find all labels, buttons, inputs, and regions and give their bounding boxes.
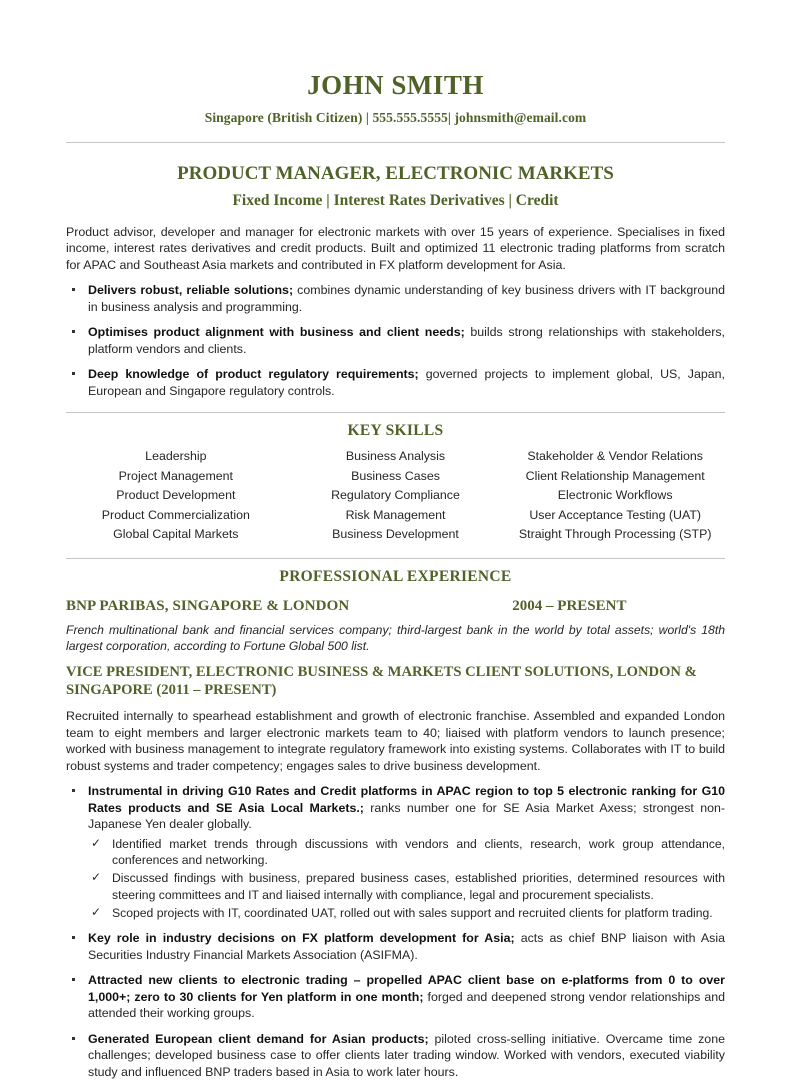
skill-item: Electronic Workflows xyxy=(557,488,673,503)
bullet-rest: ranks number one for SE Asia Market Axess; strongest non-Japanese Yen dealer globally. xyxy=(88,800,725,832)
skill-item: Global Capital Markets xyxy=(113,527,239,542)
list-item xyxy=(88,870,725,902)
skill-item: Regulatory Compliance xyxy=(331,488,460,503)
candidate-name: JOHN SMITH xyxy=(307,70,484,100)
bullet-bold-lead: Attracted new clients to electronic trading – propelled APAC client base on e-platforms from 0 to over 1,000+; zero to 30 clients for Yen platform in one month; xyxy=(88,973,725,1004)
headline-subtitle: Fixed Income | Interest Rates Derivatives | Credit xyxy=(232,191,559,209)
list-item xyxy=(66,324,725,357)
bullet-bold-lead: Generated European client demand for Asian products; xyxy=(88,1031,429,1046)
summary-paragraph: Product advisor, developer and manager for electronic markets with over 15 years of experience. Specialises in fixed income, interest rates derivatives and credit products. Built and optimized 11 electronic trading platforms from scratch for APAC and Southeast Asia markets and contributed in FX platform development for Asia. xyxy=(66,224,725,272)
company-dates: 2004 – PRESENT xyxy=(512,598,627,614)
bullet-rest: builds strong relationships with stakeholders, platform vendors and clients. xyxy=(88,325,725,356)
role-description: Recruited internally to spearhead establishment and growth of electronic franchise. Assembled and expanded London team to eight members and larger electronic markets team to 40; liaised with platform vendors to launch presence; worked with business management to integrate regulatory framework into existing systems. Collaborates with IT to build robust systems and trader competency; engages sales to drive business development. xyxy=(66,709,725,773)
section-heading-key-skills: KEY SKILLS xyxy=(347,422,444,440)
bullet-bold-lead: Optimises product alignment with business and client needs; xyxy=(88,325,465,340)
list-item xyxy=(66,783,725,833)
skill-item: Product Development xyxy=(116,488,236,503)
key-skills-grid xyxy=(66,440,725,545)
sub-bullet-text: Scoped projects with IT, coordinated UAT, rolled out with sales support and recruited clients for platform trading. xyxy=(112,905,713,920)
list-item xyxy=(88,836,725,868)
section-heading-professional-experience: PROFESSIONAL EXPERIENCE xyxy=(279,568,512,585)
role-title: VICE PRESIDENT, ELECTRONIC BUSINESS & MARKETS CLIENT SOLUTIONS, LONDON & SINGAPORE (2011 – PRESENT) xyxy=(66,664,697,698)
bullet-bold-lead: Deep knowledge of product regulatory requirements; xyxy=(88,367,419,382)
experience-sub-bullet-list xyxy=(88,836,725,921)
experience-bullet-list xyxy=(66,783,725,833)
skill-item: Business Analysis xyxy=(345,449,446,464)
skill-item: Stakeholder & Vendor Relations xyxy=(527,449,703,464)
check-icon: ✓ xyxy=(91,835,102,850)
skill-item: Leadership xyxy=(145,449,207,464)
bullet-rest: combines dynamic understanding of key business drivers with IT background in business analysis and programming. xyxy=(88,283,725,314)
skill-item: Business Cases xyxy=(351,468,440,483)
check-icon: ✓ xyxy=(91,904,102,919)
experience-bullet-list-continued xyxy=(66,930,725,1080)
sub-bullet-text: Identified market trends through discussions with vendors and clients, research, work group attendance, conferences and networking. xyxy=(112,836,725,868)
list-item xyxy=(88,905,725,921)
skill-item: Project Management xyxy=(118,468,233,483)
skills-column-1 xyxy=(66,447,286,545)
skills-column-3 xyxy=(505,447,725,545)
company-row xyxy=(66,586,725,615)
bullet-rest: acts as chief BNP liaison with Asia Securities Industry Financial Markets Association (ASIFMA). xyxy=(88,931,725,962)
bullet-rest: forged and deepened strong vendor relationships and attended their working groups. xyxy=(88,989,725,1021)
contact-line: Singapore (British Citizen) | 555.555.5555| johnsmith@email.com xyxy=(204,109,587,125)
company-name: BNP PARIBAS, SINGAPORE & LONDON xyxy=(66,598,350,614)
skill-item: Product Commercialization xyxy=(101,507,250,522)
list-item xyxy=(66,282,725,315)
list-item xyxy=(66,366,725,399)
list-item xyxy=(66,1031,725,1080)
bullet-bold-lead: Key role in industry decisions on FX platform development for Asia; xyxy=(88,931,515,946)
bullet-rest: governed projects to implement global, US, Japan, European and Singapore regulatory controls. xyxy=(88,367,725,398)
company-description: French multinational bank and financial services company; third-largest bank in the world by total assets; world's 18th largest corporation, according to Fortune Global 500 list. xyxy=(66,623,725,654)
headline-title: PRODUCT MANAGER, ELECTRONIC MARKETS xyxy=(177,162,614,184)
list-item xyxy=(66,972,725,1022)
skill-item: Risk Management xyxy=(345,507,446,522)
sub-bullet-wrapper xyxy=(66,836,725,921)
summary-bullet-list xyxy=(66,282,725,399)
list-item xyxy=(66,930,725,963)
skill-item: Straight Through Processing (STP) xyxy=(518,527,712,542)
skill-item: User Acceptance Testing (UAT) xyxy=(529,507,702,522)
skills-column-2 xyxy=(286,447,506,545)
skill-item: Business Development xyxy=(332,527,459,542)
skill-item: Client Relationship Management xyxy=(525,468,705,483)
check-icon: ✓ xyxy=(91,870,102,885)
bullet-rest: piloted cross-selling initiative. Overcame time zone challenges; developed business case to offer clients later trading window. Worked with vendors, executed viability study and influenced BNP traders based in Asia to work later hours. xyxy=(88,1031,725,1079)
bullet-bold-lead: Delivers robust, reliable solutions; xyxy=(88,283,294,298)
sub-bullet-text: Discussed findings with business, prepared business cases, established priorities, determined resources with steering committees and IT and liaised internally with compliance, legal and procurement specialists. xyxy=(112,871,725,902)
bullet-bold-lead: Instrumental in driving G10 Rates and Credit platforms in APAC region to top 5 electronic ranking for G10 Rates products and SE Asia Local Markets.; xyxy=(88,784,725,815)
